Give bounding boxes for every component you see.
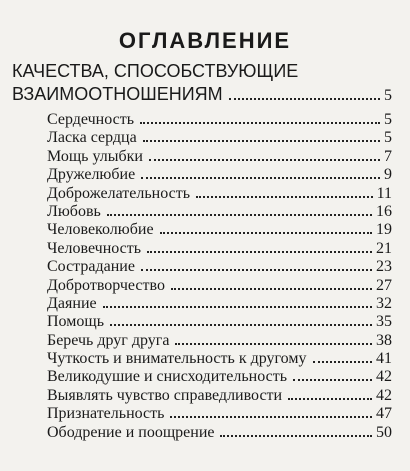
toc-entry-page: 19 — [376, 221, 392, 239]
dot-leader — [141, 269, 372, 271]
toc-entry — [47, 258, 392, 276]
toc-entry — [47, 240, 392, 258]
dot-leader — [313, 361, 373, 363]
toc-entry-title: Великодушие и снисходительность — [47, 368, 287, 386]
toc-entry-title: Даяние — [47, 294, 97, 312]
toc-entry — [47, 111, 392, 129]
toc-entry — [47, 313, 392, 331]
toc-entry-page: 5 — [384, 111, 392, 128]
dot-leader — [170, 416, 372, 418]
toc-entry — [47, 405, 392, 423]
dot-leader — [229, 98, 380, 100]
toc-entry-page: 16 — [376, 202, 392, 220]
toc-entry-page: 42 — [376, 368, 392, 386]
toc-entry — [47, 203, 392, 221]
toc-entry-page: 23 — [376, 258, 392, 276]
toc-entry — [47, 332, 392, 350]
dot-leader — [149, 159, 380, 161]
toc-entry-page: 9 — [384, 166, 392, 184]
dot-leader — [220, 435, 372, 437]
dot-leader — [103, 306, 372, 308]
toc-entry-title: Мощь улыбки — [47, 147, 143, 165]
toc-entry-title: Дружелюбие — [47, 166, 136, 184]
toc-entries — [47, 111, 392, 442]
section-title-row — [12, 83, 392, 107]
toc-entry — [47, 166, 392, 184]
toc-entry — [47, 129, 392, 147]
toc-entry — [47, 221, 392, 239]
toc-entry-page: 32 — [376, 294, 392, 312]
dot-leader — [171, 288, 372, 290]
dot-leader — [147, 251, 372, 253]
toc-entry-page: 35 — [376, 313, 392, 331]
toc-entry-title: Человеколюбие — [47, 221, 154, 239]
section-page-number: 5 — [384, 87, 392, 104]
toc-entry-title: Добротворчество — [47, 276, 165, 294]
toc-entry-page: 7 — [384, 147, 392, 165]
toc-entry — [47, 295, 392, 313]
toc-entry-title: Доброжелательность — [47, 184, 190, 202]
toc-entry-page: 38 — [376, 331, 392, 349]
dot-leader — [293, 379, 372, 381]
toc-entry-page: 41 — [376, 350, 392, 368]
toc-entry — [47, 368, 392, 386]
toc-entry-title: Чуткость и внимательность к другому — [47, 350, 307, 368]
toc-entry — [47, 277, 392, 295]
toc-entry-title: Выявлять чувство справедливости — [47, 386, 283, 404]
toc-entry-page: 50 — [376, 423, 392, 441]
dot-leader — [160, 232, 372, 234]
section-title-line1: КАЧЕСТВА, СПОСОБСТВУЮЩИЕ — [12, 61, 299, 81]
toc-entry-title: Человечность — [47, 239, 142, 257]
toc-entry — [47, 148, 392, 166]
dot-leader — [107, 214, 372, 216]
dot-leader — [175, 343, 372, 345]
toc-entry-title: Сострадание — [47, 258, 135, 276]
toc-entry-title: Признательность — [47, 405, 165, 423]
toc-entry-title: Ласка сердца — [47, 129, 137, 147]
toc-entry-title: Помощь — [47, 313, 104, 331]
toc-entry — [47, 424, 392, 442]
dot-leader — [110, 324, 372, 326]
toc-entry-page: 5 — [384, 129, 392, 147]
toc-heading: ОГЛАВЛЕНИЕ — [118, 28, 292, 53]
dot-leader — [196, 196, 373, 198]
toc-entry-page: 11 — [376, 184, 392, 202]
toc-entry-title: Любовь — [47, 202, 101, 220]
dot-leader — [141, 177, 380, 179]
toc-entry — [47, 387, 392, 405]
toc-entry-page: 42 — [376, 386, 392, 404]
toc-entry — [47, 350, 392, 368]
dot-leader — [143, 140, 380, 142]
toc-entry-page: 47 — [376, 405, 392, 423]
toc-entry — [47, 185, 392, 203]
toc-entry-title: Ободрение и поощрение — [47, 423, 215, 441]
toc-entry-title: Сердечность — [47, 111, 134, 128]
toc-entry-title: Беречь друг друга — [47, 331, 170, 349]
dot-leader — [288, 398, 372, 400]
section-title-line2: ВЗАИМООТНОШЕНИЯМ — [12, 84, 223, 104]
dot-leader — [140, 122, 380, 124]
toc-entry-page: 27 — [376, 276, 392, 294]
toc-entry-page: 21 — [376, 239, 392, 257]
